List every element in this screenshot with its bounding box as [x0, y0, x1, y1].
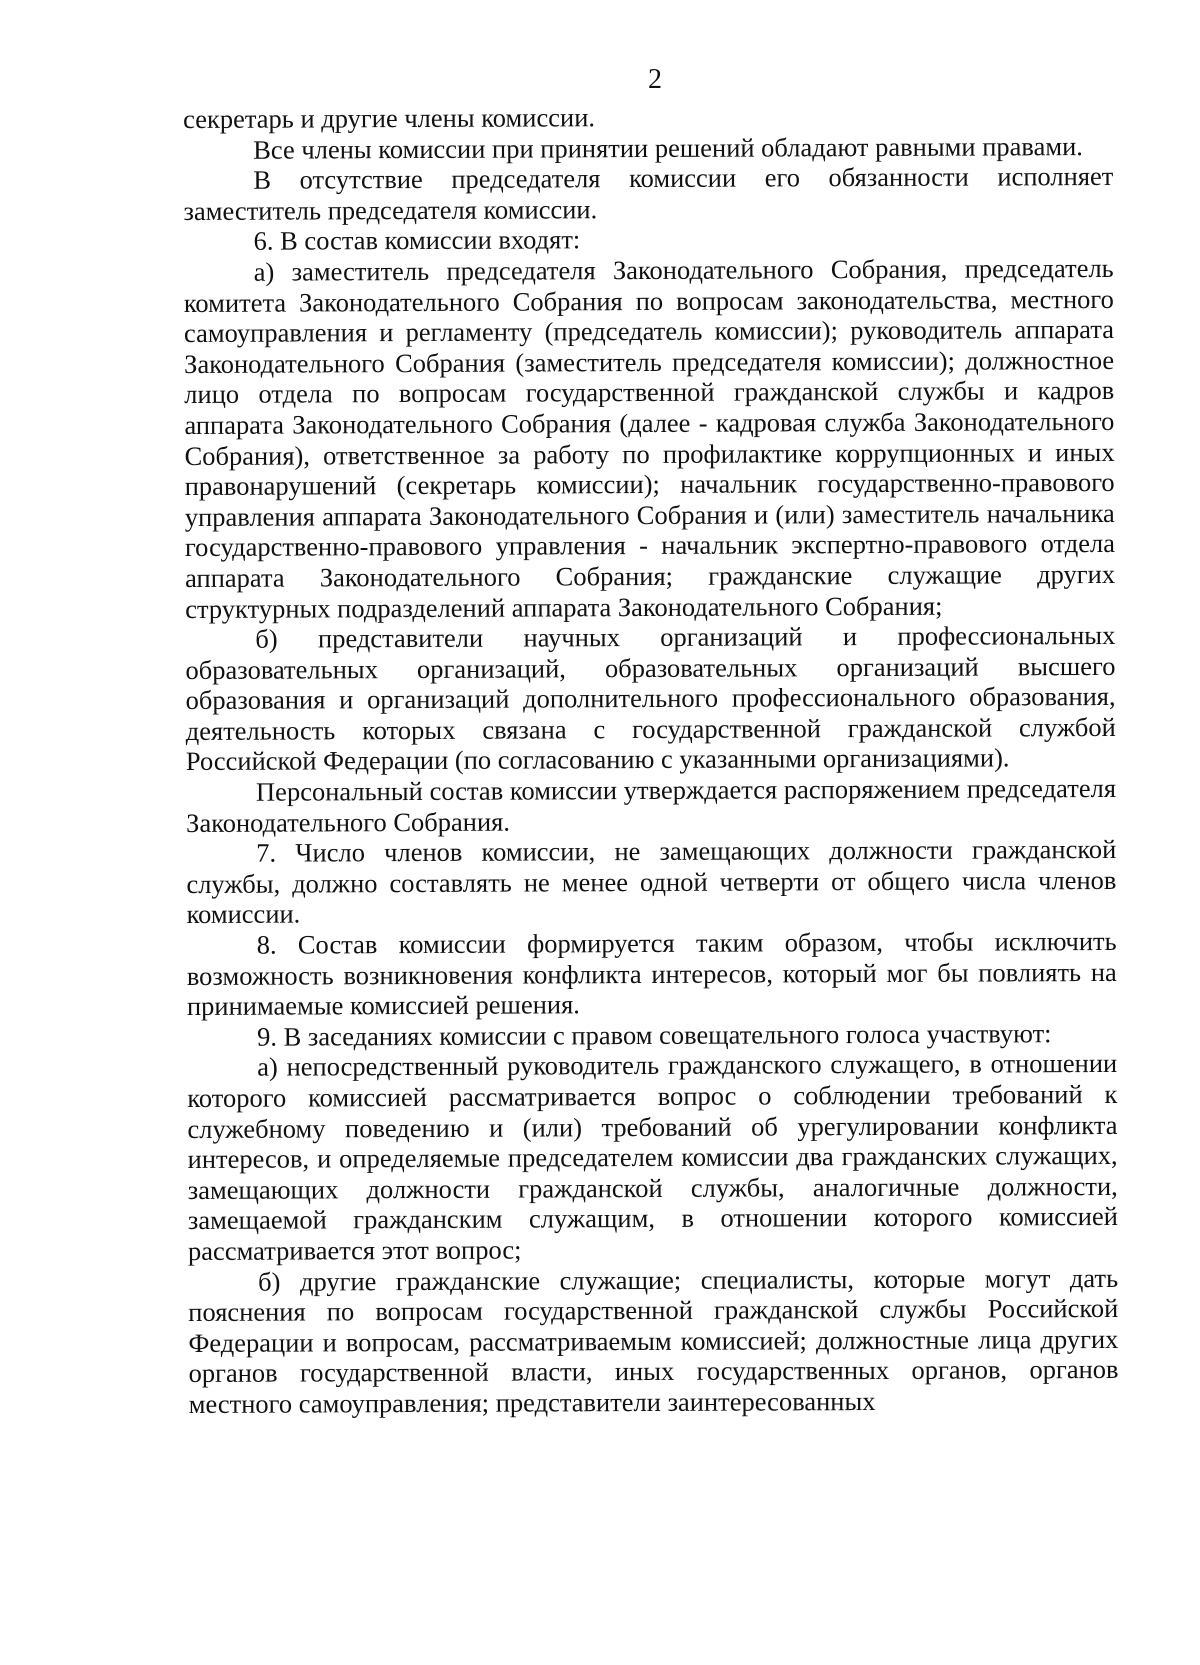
paragraph-deputy-chair: В отсутствие председателя комиссии его обязанности исполняет заместитель председателя комиссии.	[183, 161, 1114, 226]
paragraph-equal-rights: Все члены комиссии при принятии решений обладают равными правами.	[253, 130, 1083, 165]
document-body	[183, 100, 1119, 1420]
clause-9b: б) другие гражданские служащие; специалисты, которые могут дать пояснения по вопросам государственной гражданской службы Российской Федерации и вопросам, рассматриваемым комиссией; должностные лица других органов государственной власти, иных государственных органов, органов местного самоуправления; представители заинтересованных	[188, 1262, 1119, 1419]
paragraph-continuation: секретарь и другие члены комиссии.	[183, 102, 596, 134]
clause-8: 8. Состав комиссии формируется таким образом, чтобы исключить возможность возникновения конфликта интересов, который мог бы повлиять на принимаемые комиссией решения.	[186, 925, 1117, 1022]
clause-9-heading: 9. В заседаниях комиссии с правом совещательного голоса участвуют:	[257, 1018, 1052, 1052]
clause-9a: а) непосредственный руководитель гражданского служащего, в отношении которого комиссией рассматривается вопрос о соблюдении требований к служебному поведению и (или) требований об урегулировании конфликта интересов, и определяемые председателем комиссии два гражданских служащих, замещающих должности гражданской службы, аналогичные должности, замещаемой гражданским служащим, в отношении которого комиссией рассматривается этот вопрос;	[187, 1048, 1118, 1266]
clause-6b: б) представители научных организаций и профессиональных образовательных организаций, образовательных организаций высшего образования и организаций дополнительного профессионального образования, деятельность которых связана с государственной гражданской службой Российской Федерации (по согласованию с указанными организациями).	[185, 620, 1116, 777]
paragraph-personal-composition: Персональный состав комиссии утверждается распоряжением председателя Законодательного Собрания.	[186, 772, 1117, 838]
clause-6a: а) заместитель председателя Законодательного Собрания, председатель комитета Законодательного Собрания по вопросам законодательства, местного самоуправления и регламенту (председатель комиссии); руководитель аппарата Законодательного Собрания (заместитель председателя комиссии); должностное лицо отдела по вопросам государственной гражданской службы и кадров аппарата Законодательного Собрания (далее - кадровая служба Законодательного Собрания), ответственное за работу по профилактике коррупционных и иных правонарушений (секретарь комиссии); начальник государственно-правового управления аппарата Законодательного Собрания и (или) заместитель начальника государственно-правового управления - начальник экспертно-правового отдела аппарата Законодательного Собрания; гражданские служащие других структурных подразделений аппарата Законодательного Собрания;	[183, 252, 1116, 624]
page-number: 2	[648, 64, 662, 95]
clause-7: 7. Число членов комиссии, не замещающих должности гражданской службы, должно составлять не менее одной четверти от общего числа членов комиссии.	[186, 834, 1117, 930]
clause-6-heading: 6. В состав комиссии входят:	[253, 224, 581, 257]
